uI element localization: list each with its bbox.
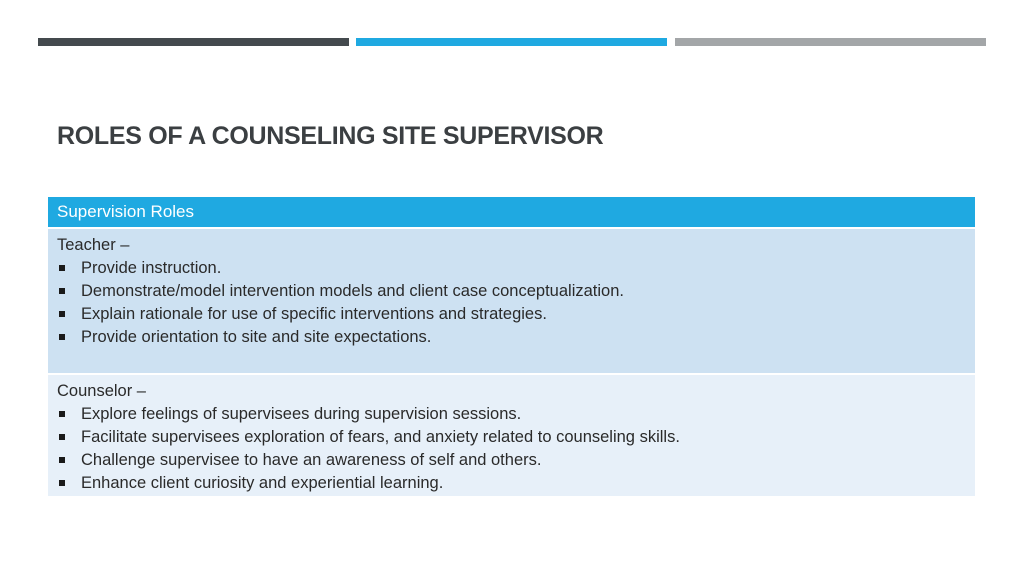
- square-bullet-icon: [59, 480, 65, 486]
- accent-bar-blue: [356, 38, 667, 46]
- list-item-text: Provide instruction.: [81, 259, 222, 277]
- table-row: [48, 228, 975, 374]
- list-item-text: Enhance client curiosity and experiential learning.: [81, 474, 444, 492]
- list-item: [57, 257, 966, 280]
- role-name: Counselor –: [57, 382, 146, 400]
- list-item: [57, 403, 966, 426]
- list-item: [57, 472, 966, 495]
- role-duties-list: [57, 257, 966, 349]
- square-bullet-icon: [59, 434, 65, 440]
- square-bullet-icon: [59, 457, 65, 463]
- page-title: ROLES OF A COUNSELING SITE SUPERVISOR: [57, 122, 604, 150]
- list-item: [57, 280, 966, 303]
- square-bullet-icon: [59, 265, 65, 271]
- table-cell-counselor: [48, 374, 975, 496]
- list-item-text: Provide orientation to site and site expectations.: [81, 328, 432, 346]
- list-item-text: Challenge supervisee to have an awareness of self and others.: [81, 451, 542, 469]
- accent-bar-dark: [38, 38, 349, 46]
- table-cell-teacher: [48, 228, 975, 374]
- list-item-text: Explore feelings of supervisees during supervision sessions.: [81, 405, 522, 423]
- table-header-row: [48, 197, 975, 228]
- list-item: [57, 326, 966, 349]
- square-bullet-icon: [59, 334, 65, 340]
- square-bullet-icon: [59, 311, 65, 317]
- list-item: [57, 449, 966, 472]
- table-row: [48, 374, 975, 496]
- list-item-text: Explain rationale for use of specific interventions and strategies.: [81, 305, 547, 323]
- accent-bar-gray: [675, 38, 986, 46]
- list-item-text: Facilitate supervisees exploration of fears, and anxiety related to counseling skills.: [81, 428, 680, 446]
- table-header-cell: Supervision Roles: [48, 197, 975, 228]
- supervision-roles-table: [48, 197, 975, 496]
- square-bullet-icon: [59, 411, 65, 417]
- square-bullet-icon: [59, 288, 65, 294]
- list-item: [57, 426, 966, 449]
- list-item-text: Demonstrate/model intervention models and client case conceptualization.: [81, 282, 624, 300]
- list-item: [57, 303, 966, 326]
- role-name: Teacher –: [57, 236, 130, 254]
- role-duties-list: [57, 403, 966, 495]
